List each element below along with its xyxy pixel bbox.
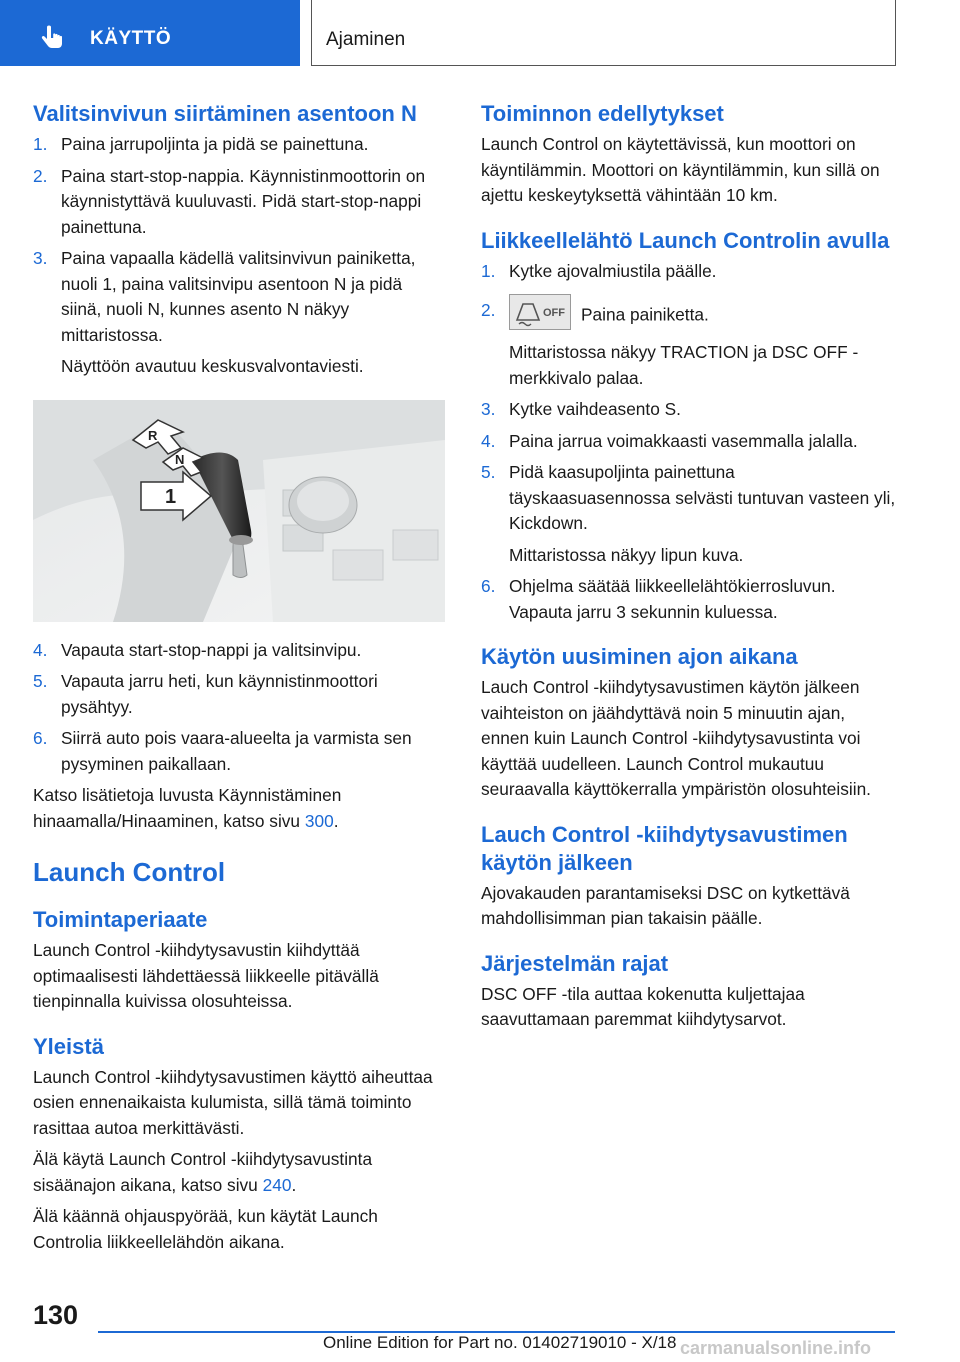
list-item: [33, 164, 445, 241]
prerequisites-paragraph: Launch Control on käytettävissä, kun moottori on käyntilämmin. Moottori on käyntilämmin, kun sillä on ajettu keskeytyksettä vähintään 10 km.: [481, 134, 880, 205]
step-subtext: Näyttöön avautuu keskusvalvontaviesti.: [61, 356, 364, 376]
step-number: 3.: [481, 399, 496, 419]
step-text: Paina vapaalla kädellä valitsinvivun painiketta, nuoli 1, paina valitsinvipu asentoon N ja pidä siinä, nuoli N, kunnes asento N näkyy mittaristossa.: [61, 248, 416, 345]
heading-after-use: Lauch Control -kiihdytysavustimen käytön jälkeen: [481, 821, 848, 875]
step-number: 6.: [481, 576, 496, 596]
step-number: 3.: [33, 248, 48, 268]
info-paragraph: [33, 783, 445, 834]
step-number: 1.: [481, 260, 496, 281]
list-item: [33, 132, 445, 158]
list-item: [481, 429, 897, 455]
step-number: 4.: [481, 430, 496, 451]
step-number: 5.: [481, 462, 496, 482]
heading-system-limits: Järjestelmän rajat: [481, 950, 669, 976]
edition-text: Online Edition for Part no. 01402719010 - X/18: [323, 1333, 677, 1352]
renew-paragraph: Lauch Control -kiihdytysavustimen käytön jälkeen vaihteiston on jäähdyttävä noin 5 minuutin ajan, ennen kuin Launch Control -kiihdytysavustinta voi käyttää uudelleen. Launch Control mukautuu seuraavalla käyttökerralla ympäristön olosuhteisiin.: [481, 677, 871, 799]
step-number: 5.: [33, 671, 48, 691]
dsc-off-icon: [509, 294, 571, 330]
list-item: [33, 246, 445, 380]
step-text: Vapauta jarru heti, kun käynnistinmoottori pysähtyy.: [61, 671, 378, 717]
info-text-end: .: [333, 810, 339, 831]
after-use-paragraph: Ajovakauden parantamiseksi DSC on kytkettävä mahdollisimman pian takaisin päälle.: [481, 882, 850, 928]
list-item: [481, 397, 897, 423]
section-label: Ajaminen: [326, 29, 406, 50]
list-item: [481, 298, 897, 391]
list-item: [33, 669, 445, 720]
step-text: Paina jarrua voimakkaasti vasemmalla jalalla.: [509, 430, 858, 451]
warning-text: Älä käytä Launch Control -kiihdytysavustinta sisäänajon aikana, katso sivu: [33, 1149, 373, 1195]
step-number: 2.: [481, 300, 496, 320]
dsc-off-icon-text: OFF: [543, 307, 565, 319]
step-text: Paina jarrupoljinta ja pidä se painettuna.: [61, 134, 369, 154]
warning-text-end: .: [291, 1174, 297, 1195]
step-subtext: Mittaristossa näkyy lipun kuva.: [509, 544, 744, 565]
arrow-label-1: 1: [165, 485, 177, 508]
step-text: Kytke ajovalmiustila päälle.: [509, 260, 717, 281]
arrow-label-n: N: [175, 451, 185, 467]
step-subtext: Mittaristossa näkyy TRACTION ja DSC OFF -merkkivalo palaa.: [509, 342, 859, 388]
step-number: 1.: [33, 134, 48, 154]
step-text: Vapauta start-stop-nappi ja valitsinvipu.: [61, 639, 362, 660]
heading-renew: Käytön uusiminen ajon aikana: [481, 644, 798, 669]
heading-principle: Toimintaperiaate: [33, 907, 208, 932]
heading-general: Yleistä: [33, 1033, 104, 1059]
arrow-label-r: R: [148, 427, 158, 443]
step-number: 2.: [33, 165, 48, 186]
step-number: 6.: [33, 728, 48, 748]
principle-paragraph: Launch Control -kiihdytysavustin kiihdyttää optimaalisesti lähdettäessä liikkeelle pitävällä tienpinnalla kuivissa olosuhteissa.: [33, 940, 379, 1011]
right-column: [481, 100, 897, 1039]
chapter-tab[interactable]: [0, 0, 300, 66]
general-paragraph: Launch Control -kiihdytysavustimen käyttö aiheuttaa osien ennenaikaista kulumista, sillä tämä toiminto rasittaa autoa merkittävästi.: [33, 1066, 433, 1138]
list-item: [33, 726, 445, 777]
page-link-240[interactable]: 240: [262, 1174, 292, 1195]
list-item: [33, 638, 445, 664]
system-limits-paragraph: DSC OFF -tila auttaa kokenutta kuljettajaa saavuttamaan paremmat kiihdytysarvot.: [481, 983, 805, 1029]
page-link-300[interactable]: 300: [304, 810, 334, 831]
step-text: Paina painiketta.: [581, 304, 709, 325]
step-text: Paina start-stop-nappia. Käynnistinmoottorin on käynnistyttävä kuuluvasti. Pidä start-stop-nappi painettuna.: [61, 165, 426, 237]
heading-launch-control: Launch Control: [33, 857, 226, 887]
step-number: 4.: [33, 639, 48, 660]
info-text: Katso lisätietoja luvusta Käynnistäminen hinaamalla/Hinaaminen, katso sivu: [33, 785, 342, 831]
general-warning: [33, 1147, 445, 1198]
page-number: 130: [33, 1300, 79, 1330]
step-text: Pidä kaasupoljinta painettuna täyskaasuasennossa selvästi tuntuvan vasteen yli, Kickdown.: [509, 462, 896, 533]
list-item: [481, 259, 897, 285]
left-column: [33, 100, 445, 1261]
list-item: [481, 460, 897, 568]
heading-select-n: Valitsinvivun siirtäminen asentoon N: [33, 101, 417, 126]
section-tab[interactable]: [311, 0, 896, 66]
list-item: [481, 574, 897, 625]
step-text: Ohjelma säätää liikkeellelähtökierrosluvun. Vapauta jarru 3 sekunnin kuluessa.: [509, 576, 836, 622]
heading-launch-start: Liikkeellelähtö Launch Controlin avulla: [481, 227, 890, 253]
steering-paragraph: Älä käännä ohjauspyörää, kun käytät Launch Controlia liikkeellelähdön aikana.: [33, 1206, 378, 1252]
step-text: Siirrä auto pois vaara-alueelta ja varmista sen pysyminen paikallaan.: [61, 728, 412, 774]
step-text: Kytke vaihdeasento S.: [509, 399, 681, 419]
hand-pointer-icon: [38, 24, 66, 52]
heading-prerequisites: Toiminnon edellytykset: [481, 101, 724, 126]
watermark: carmanualsonline.info: [680, 1338, 872, 1358]
chapter-label: KÄYTTÖ: [90, 28, 172, 49]
gear-selector-illustration: [33, 400, 445, 622]
